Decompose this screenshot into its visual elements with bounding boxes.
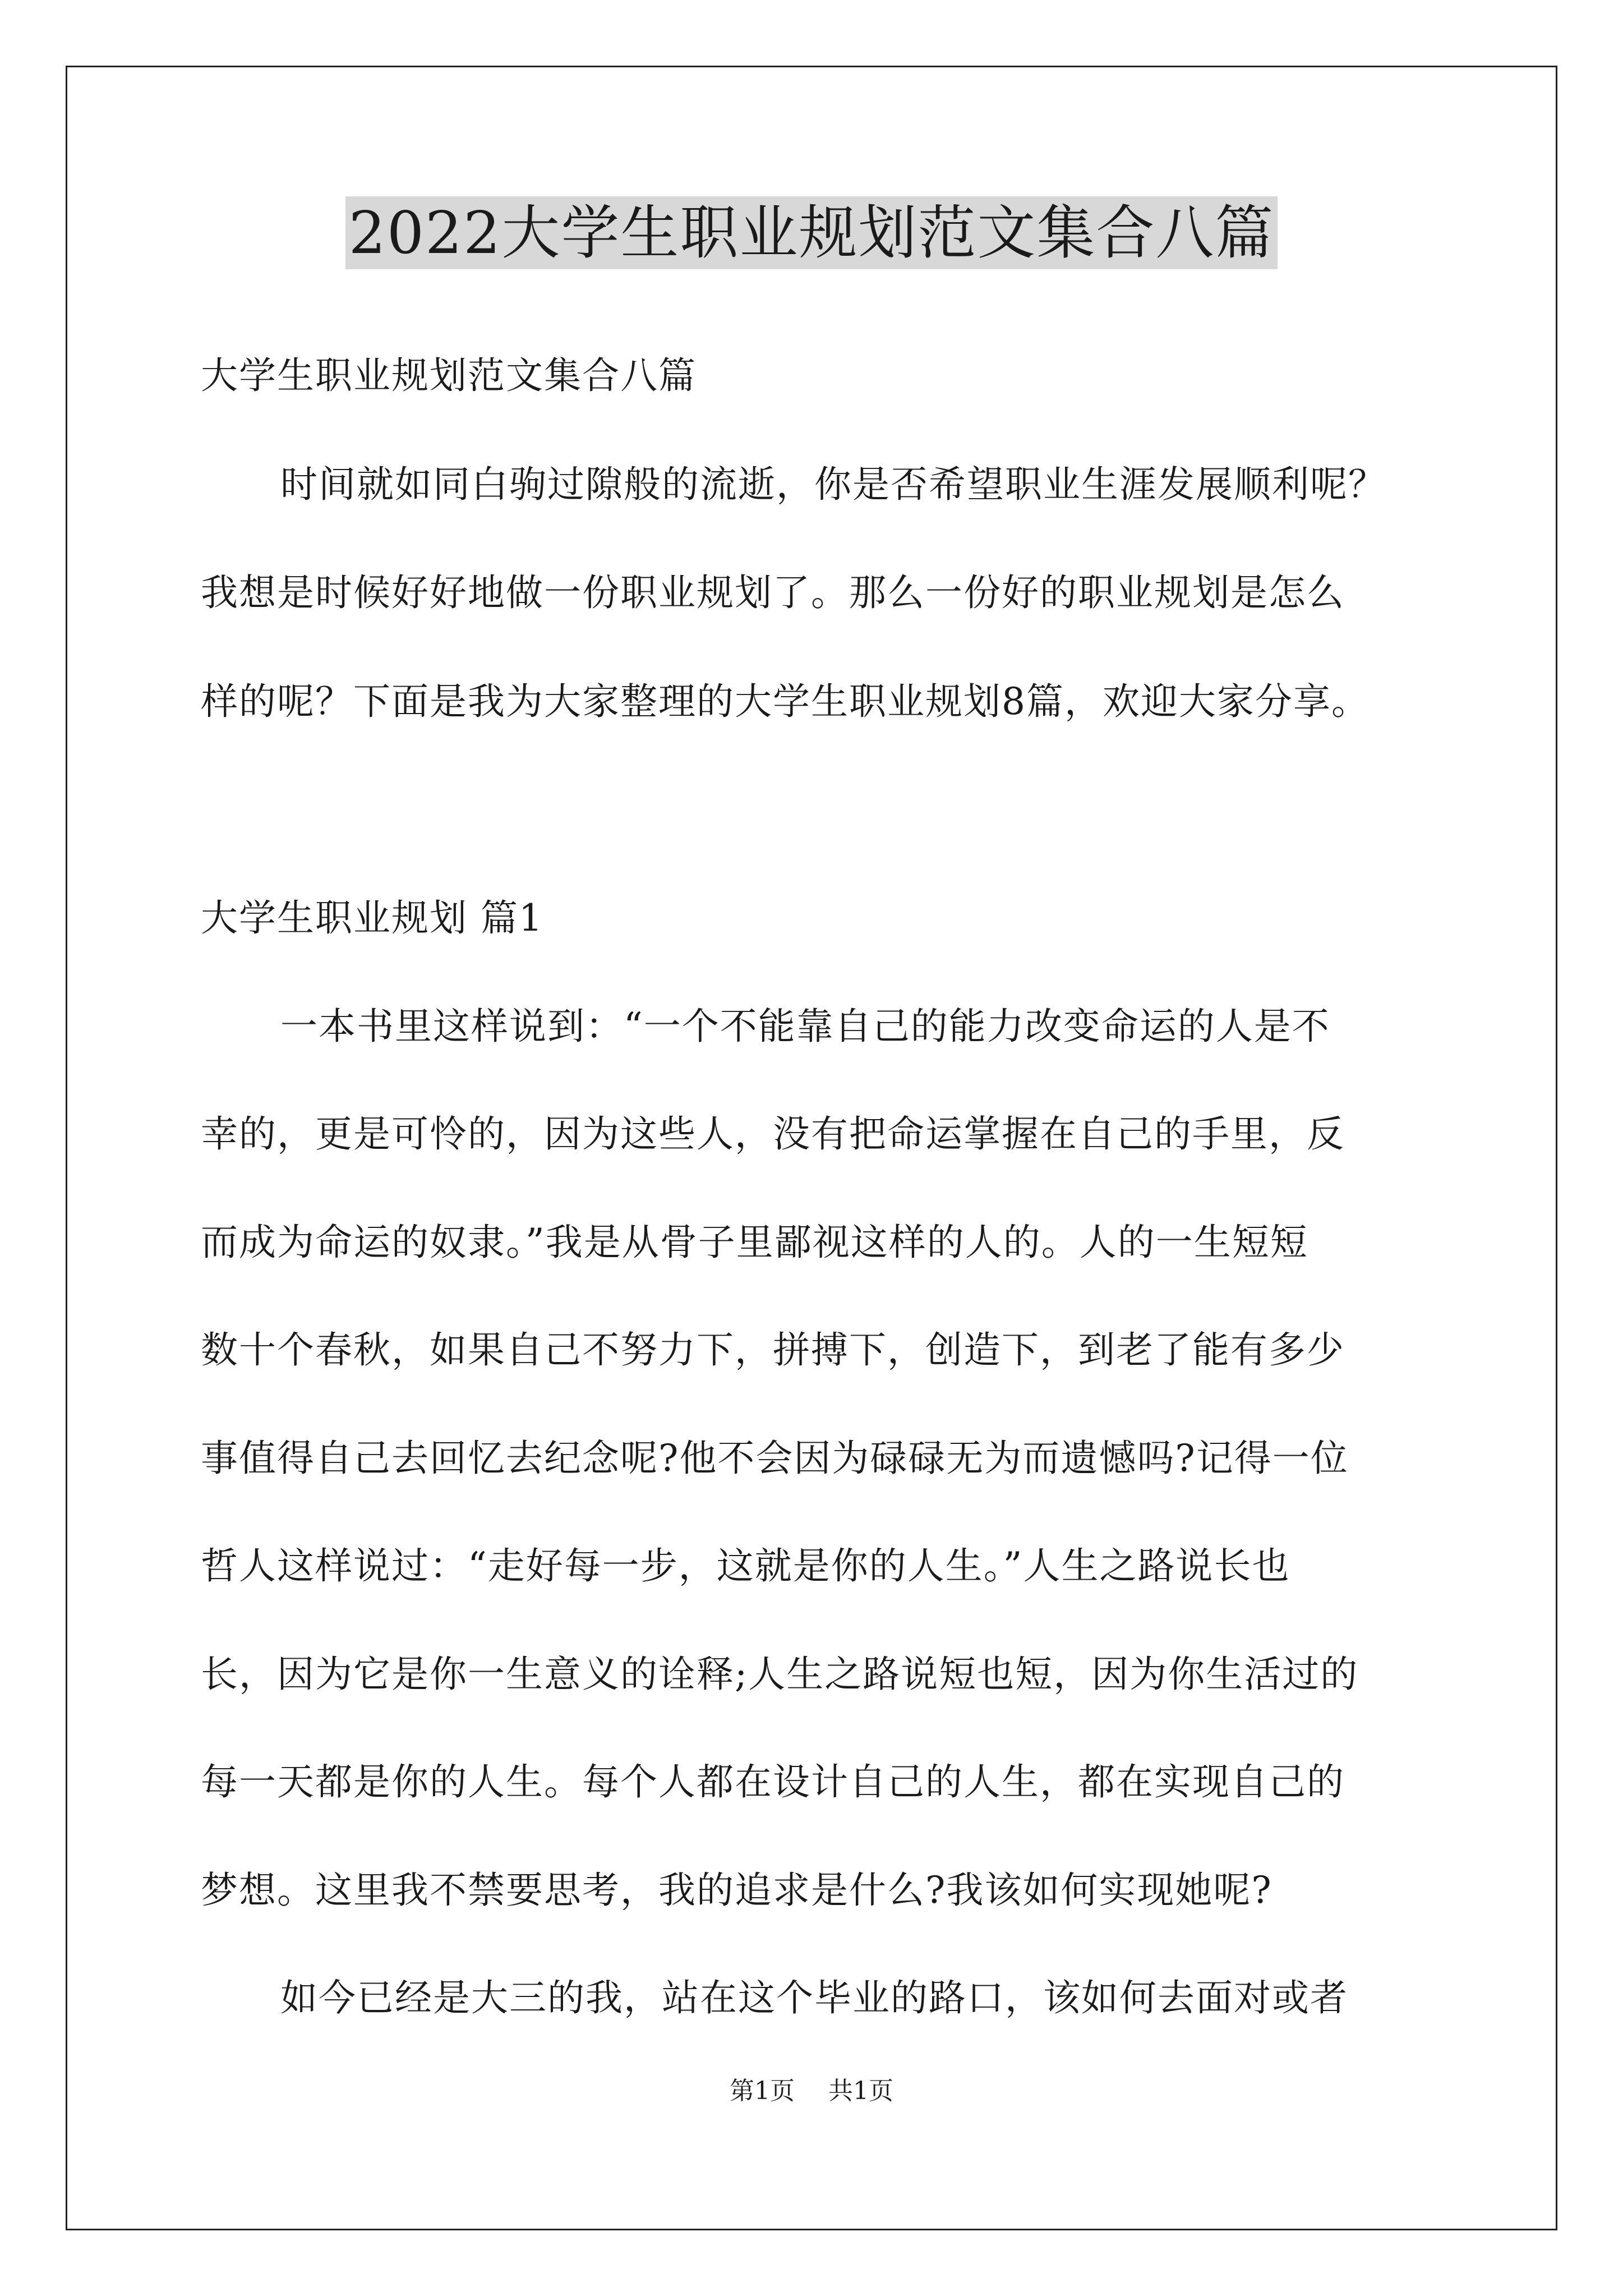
intro-line: 样的呢？下面是我为大家整理的大学生职业规划8篇，欢迎大家分享。 [201,680,1370,723]
paragraph-line: 数十个春秋，如果自己不努力下，拼搏下，创造下，到老了能有多少 [201,1328,1345,1372]
paragraph-line: 而成为命运的奴隶。”我是从骨子里鄙视这样的人的。人的一生短短 [201,1221,1308,1264]
paragraph-line: 梦想。这里我不禁要思考，我的追求是什么?我该如何实现她呢? [201,1869,1272,1912]
page-number: 第1页 [730,2077,795,2105]
document-subtitle: 大学生职业规划范文集合八篇 [201,354,697,397]
page-footer [0,2074,1623,2108]
intro-line: 我想是时候好好地做一份职业规划了。那么一份好的职业规划是怎么 [201,571,1345,614]
paragraph-line: 一本书里这样说到：“一个不能靠自己的能力改变命运的人是不 [280,1005,1330,1048]
paragraph-line: 长，因为它是你一生意义的诠释;人生之路说短也短，因为你生活过的 [201,1653,1359,1696]
document-title [0,194,1623,272]
paragraph-line: 哲人这样说过：“走好每一步，这就是你的人生。”人生之路说长也 [201,1544,1290,1588]
paragraph-line: 如今已经是大三的我，站在这个毕业的路口，该如何去面对或者 [280,1976,1348,2019]
paragraph-line: 幸的，更是可怜的，因为这些人，没有把命运掌握在自己的手里，反 [201,1112,1345,1156]
section-heading: 大学生职业规划 篇1 [201,896,543,940]
page-total: 共1页 [828,2077,893,2105]
paragraph-line: 事值得自己去回忆去纪念呢?他不会因为碌碌无为而遗憾吗?记得一位 [201,1437,1349,1480]
intro-line: 时间就如同白驹过隙般的流逝，你是否希望职业生涯发展顺利呢？ [280,463,1386,506]
paragraph-line: 每一天都是你的人生。每个人都在设计自己的人生，都在实现自己的 [201,1760,1345,1803]
document-title-text: 2022大学生职业规划范文集合八篇 [345,196,1278,269]
